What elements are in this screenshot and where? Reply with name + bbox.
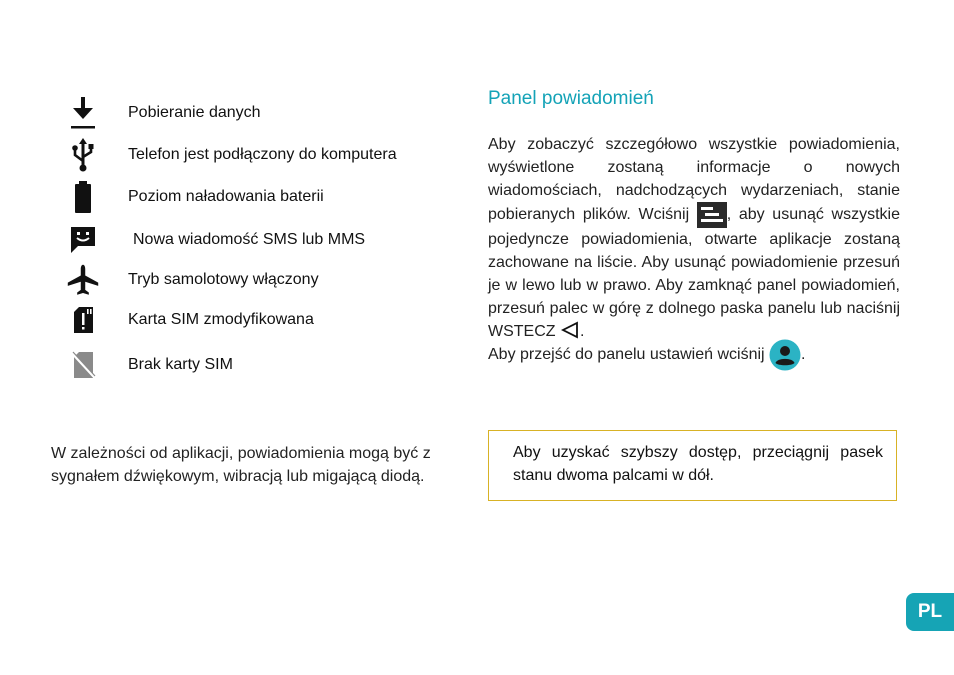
- status-row-sim: [66, 302, 466, 338]
- status-row-usb: [66, 137, 466, 173]
- status-row-message: [66, 222, 466, 258]
- panel-text-part1: Aby zobaczyć szczegółowo wszystkie powiadomienia, wyświetlone zostaną informacje o nowych wiadomościach, nadchodzących wydarzeniach, stanie pobieranych plików. Wciśnij: [488, 136, 900, 224]
- no-sim-icon: [66, 347, 100, 383]
- tip-text: Aby uzyskać szybszy dostęp, przeciągnij pasek stanu dwoma palcami w dół.: [513, 444, 883, 484]
- status-label: Pobieranie danych: [128, 104, 261, 121]
- settings-text-part1: Aby przejść do panelu ustawień wciśnij: [488, 346, 770, 364]
- settings-user-icon: [769, 339, 801, 371]
- download-icon: [66, 95, 100, 131]
- status-row-download: [66, 95, 466, 131]
- status-label: Brak karty SIM: [128, 356, 233, 373]
- status-row-battery: [66, 179, 466, 215]
- status-row-no-sim: [66, 347, 466, 383]
- settings-panel-description: [488, 339, 900, 371]
- notification-panel-description: [488, 133, 900, 343]
- clear-all-icon: [697, 202, 727, 228]
- message-icon: [66, 222, 100, 258]
- airplane-icon: [66, 262, 100, 298]
- status-label: Nowa wiadomość SMS lub MMS: [133, 231, 366, 248]
- panel-text-part2: , aby usunąć wszystkie pojedyncze powiadomienia, otwarte aplikacje zostaną zachowane na liście. Aby usunąć powiadomienie przesuń je w lewo lub w prawo. Aby zamknąć panel powiadomień, przesuń palec w górę z dolnego paska panelu lub naciśnij WSTECZ: [488, 206, 900, 340]
- notification-sound-note: W zależności od aplikacji, powiadomienia mogą być z sygnałem dźwiękowym, wibracją lub migającą diodą.: [51, 445, 431, 485]
- battery-icon: [66, 179, 100, 215]
- panel-text-part3: .: [580, 323, 585, 340]
- settings-text-part2: .: [801, 346, 806, 364]
- sim-card-icon: [66, 302, 100, 338]
- status-label: Poziom naładowania baterii: [128, 188, 324, 205]
- language-tab: PL: [906, 593, 954, 631]
- status-label: Telefon jest podłączony do komputera: [128, 146, 397, 163]
- tip-box: [488, 430, 897, 501]
- section-title: Panel powiadomień: [488, 88, 654, 109]
- status-row-airplane: [66, 262, 466, 298]
- status-label: Tryb samolotowy włączony: [128, 271, 319, 288]
- status-label: Karta SIM zmodyfikowana: [128, 311, 314, 328]
- usb-icon: [66, 137, 100, 173]
